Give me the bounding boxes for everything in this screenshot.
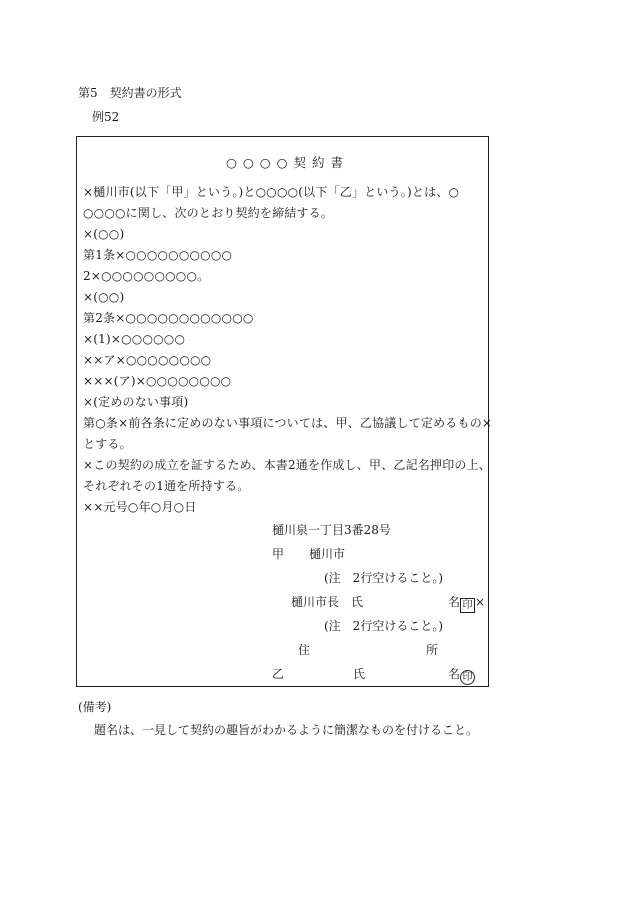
mayor-signature — [448, 594, 485, 613]
mayor-label: 樋川市長 氏 — [291, 595, 364, 609]
note-blank-lines-1: (注 2行空けること。) — [324, 571, 443, 585]
contract-line: ×(1)×○○○○○○ — [83, 332, 186, 346]
contract-line: ×××(ア)×○○○○○○○○ — [83, 374, 232, 388]
contract-line: ×この契約の成立を証するため、本書2通を作成し、甲、乙記名押印の上、 — [83, 458, 492, 472]
party-a-label: 甲 — [272, 547, 285, 561]
contract-line: ×(○○) — [83, 290, 125, 304]
contract-line: ×(定めのない事項) — [83, 395, 189, 409]
contract-line: ××元号○年○月○日 — [83, 500, 197, 514]
section-heading: 第5 契約書の形式 — [78, 86, 182, 100]
party-a-name: 樋川市 — [309, 547, 346, 561]
party-b-label: 乙 — [272, 667, 285, 681]
trailing-mark: × — [475, 595, 486, 609]
address-label-1: 住 — [298, 643, 311, 657]
contract-line: ×樋川市(以下「甲」という。)と○○○○(以下「乙」という。)とは、○ — [83, 185, 460, 199]
name-label: 名 — [448, 595, 461, 609]
contract-line: 第2条×○○○○○○○○○○○○ — [83, 311, 254, 325]
remarks-label: (備考) — [78, 700, 112, 714]
contract-title: ○ ○ ○ ○ 契 約 書 — [226, 155, 344, 170]
contract-line: ○○○○に関し、次のとおり契約を締結する。 — [83, 206, 334, 220]
name-label: 名 — [448, 667, 461, 681]
party-b-signature — [448, 666, 475, 685]
round-seal-icon: 印 — [460, 670, 475, 685]
address-line: 樋川泉一丁目3番28号 — [272, 523, 391, 537]
square-seal-icon: 印 — [460, 598, 475, 613]
contract-line: 2×○○○○○○○○○。 — [83, 269, 210, 283]
contract-line: 第1条×○○○○○○○○○○ — [83, 248, 233, 262]
note-blank-lines-2: (注 2行空けること。) — [324, 619, 443, 633]
example-label: 例52 — [92, 110, 120, 124]
contract-line: とする。 — [83, 437, 132, 451]
contract-line: それぞれその1通を所持する。 — [83, 479, 250, 493]
party-b-surname: 氏 — [353, 667, 366, 681]
address-label-2: 所 — [426, 643, 439, 657]
contract-line: 第○条×前各条に定めのない事項については、甲、乙協議して定めるもの× — [83, 416, 493, 430]
contract-line: ×(○○) — [83, 227, 125, 241]
remarks-text: 題名は、一見して契約の趣旨がわかるように簡潔なものを付けること。 — [94, 723, 479, 737]
contract-line: ××ア×○○○○○○○○ — [83, 353, 212, 367]
